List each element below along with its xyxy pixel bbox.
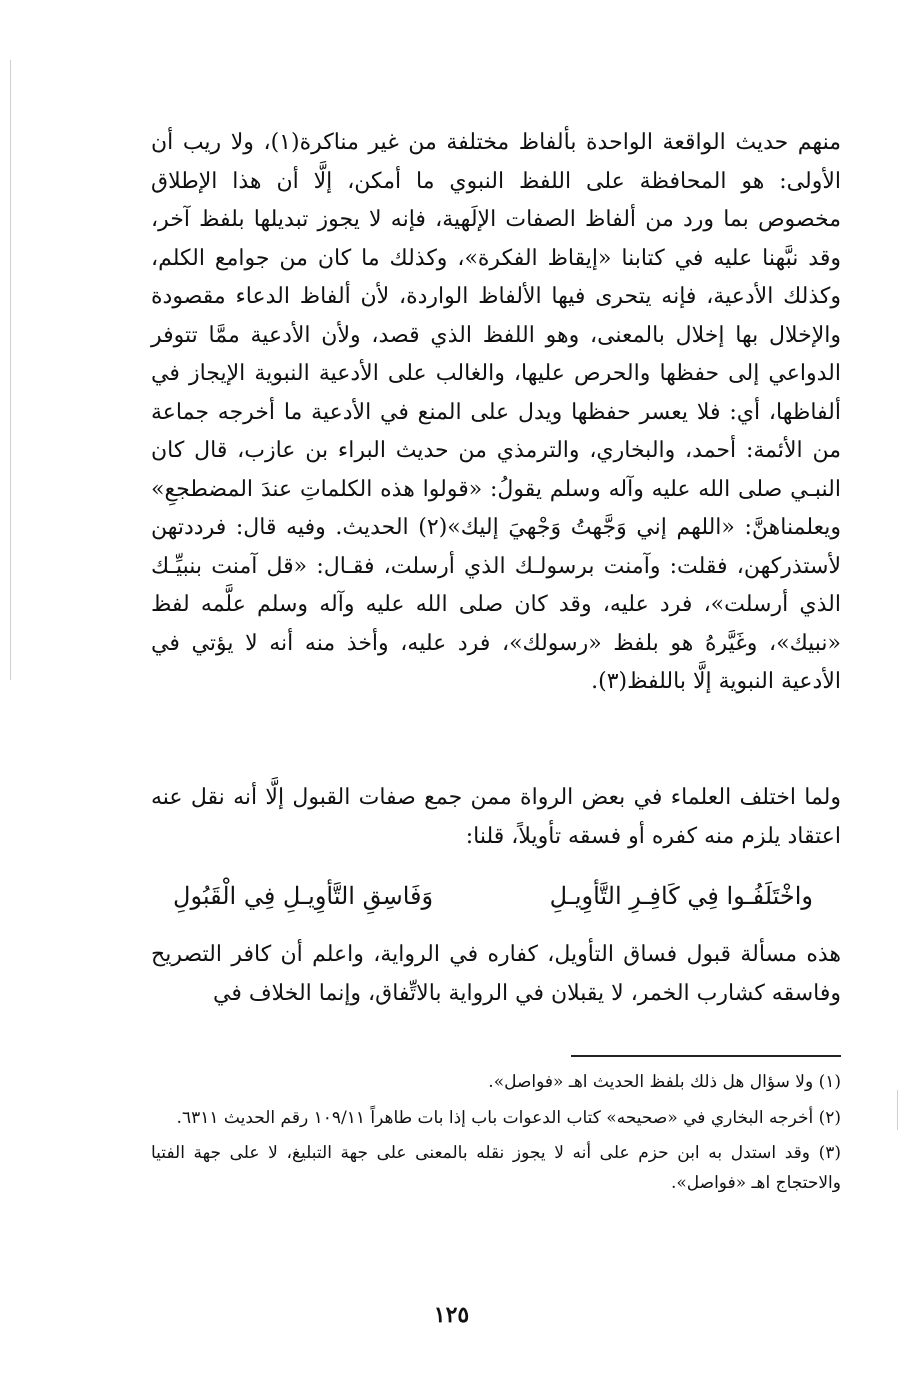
scan-edge-mark (10, 60, 11, 680)
verse-second-hemistich: وَفَاسِقِ التَّأوِيـلِ فِي الْقَبُولِ (173, 882, 434, 910)
footnotes (151, 1068, 841, 1204)
footnote-1: (١) ولا سؤال هل ذلك بلفظ الحديث اهـ «فواصل». (488, 1072, 841, 1092)
body-paragraph-1: منهم حديث الواقعة الواحدة بألفاظ مختلفة من غير مناكرة(١)، ولا ريب أن الأولى: هو المحافظة على اللفظ النبوي ما أمكن، إلَّا أن هذا الإطلاق مخصوص بما ورد من ألفاظ الصفات الإلَهية، فإنه لا يجوز تبديلها بلفظ آخر، وقد نبَّهنا عليه في كتابنا «إيقاظ الفكرة»، وكذلك ما كان من جوامع الكلم، وكذلك الأدعية، فإنه يتحرى فيها الألفاظ الواردة، لأن ألفاظ الدعاء مقصودة والإخلال بها إخلال بالمعنى، وهو اللفظ الذي قصد، ولأن الأدعية ممَّا تتوفر الدواعي إلى حفظها والحرص عليها، والغالب على الأدعية النبوية الإيجاز في ألفاظها، أي: فلا يعسر حفظها ويدل على المنع في الأدعية ما أخرجه جماعة من الأئمة: أحمد، والبخاري، والترمذي من حديث البراء بن عازب، قال كان النبـي صلى الله عليه وآله وسلم يقولُ: «قولوا هذه الكلماتِ عندَ المضطجعِ» ويعلمناهنَّ: «اللهم إني وَجَّهتُ وَجْهيَ إليك»(٢) الحديث. وفيه قال: فرددتهن لأستذركهن، فقلت: وآمنت برسولـك الذي أرسلت، فقـال: «قل آمنت بنبيِّـك الذي أرسلت»، فرد عليه، وقد كان صلى الله عليه وآله وسلم علَّمه لفظ «نبيك»، وغَيَّرهُ هو بلفظ «رسولك»، فرد عليه، وأخذ منه أنه لا يؤتي في الأدعية النبوية إلَّا باللفظ(٣). (151, 130, 841, 694)
footnote-separator (571, 1055, 841, 1057)
footnote-2: (٢) أخرجه البخاري في «صحيحه» كتاب الدعوات باب إذا بات طاهراً ١٠٩/١١ رقم الحديث ٦٣١١. (176, 1107, 841, 1128)
body-paragraph-3: هذه مسألة قبول فساق التأويل، كفاره في الرواية، واعلم أن كافر التصريح وفاسقه كشارب الخمر، لا يقبلان في الرواية بالاتِّفاق، وإنما الخلاف في (151, 942, 841, 1006)
footnote-3: (٣) وقد استدل به ابن حزم على أنه لا يجوز نقله بالمعنى على جهة التبليغ، لا على جهة الفتيا والاحتجاج اهـ «فواصل». (151, 1143, 841, 1193)
scan-edge-mark (897, 1090, 898, 1130)
body-paragraph-2: ولما اختلف العلماء في بعض الرواة ممن جمع صفات القبول إلَّا أنه نقل عنه اعتقاد يلزم منه كفره أو فسقه تأويلاً، قلنا: (151, 785, 841, 849)
poetry-verse (173, 876, 813, 916)
page-number: ١٢٥ (433, 1302, 470, 1328)
verse-first-hemistich: واخْتَلَفُـوا فِي كَافِـرِ التَّأوِيـلِ (549, 882, 813, 910)
